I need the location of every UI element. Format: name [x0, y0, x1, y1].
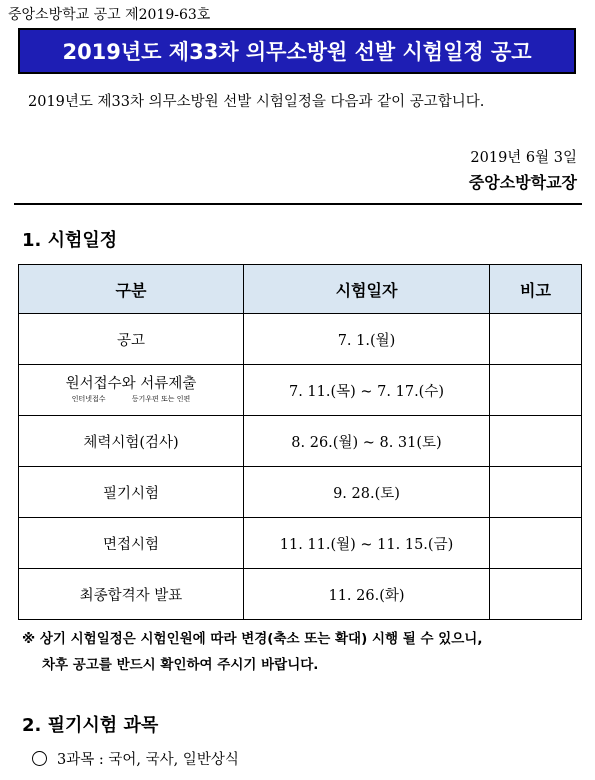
divider-line — [14, 203, 582, 205]
column-header-remark: 비고 — [490, 265, 582, 314]
row-remark — [490, 569, 582, 620]
subnote-internet: 인터넷접수 — [71, 395, 106, 403]
row-category: 공고 — [19, 314, 244, 365]
row-remark — [490, 467, 582, 518]
row-category: 체력시험(검사) — [19, 416, 244, 467]
intro-text: 2019년도 제33차 의무소방원 선발 시험일정을 다음과 같이 공고합니다. — [28, 94, 485, 110]
column-header-category: 구분 — [19, 265, 244, 314]
row-date: 11. 11.(월) ~ 11. 15.(금) — [244, 518, 490, 569]
row-date: 9. 28.(토) — [244, 467, 490, 518]
page-title: 2019년도 제33차 의무소방원 선발 시험일정 공고 — [62, 40, 532, 64]
note-line-1: ※ 상기 시험일정은 시험인원에 따라 변경(축소 또는 확대) 시행 될 수 있으니, — [22, 631, 483, 647]
row-category: 면접시험 — [19, 518, 244, 569]
row-date: 7. 11.(목) ~ 7. 17.(수) — [244, 365, 490, 416]
row-category: 최종합격자 발표 — [19, 569, 244, 620]
row-remark — [490, 365, 582, 416]
row-category: 필기시험 — [19, 467, 244, 518]
row-category: 원서접수와 서류제출 — [65, 376, 197, 392]
row-remark — [490, 518, 582, 569]
table-row — [19, 569, 582, 620]
notice-date: 2019년 6월 3일 — [470, 150, 577, 166]
row-remark — [490, 416, 582, 467]
circle-bullet-icon — [32, 751, 47, 766]
subjects-line — [32, 748, 239, 769]
table-row — [19, 467, 582, 518]
note-line-2: 차후 공고를 반드시 확인하여 주시기 바랍니다. — [42, 657, 319, 673]
issuer-name: 중앙소방학교장 — [468, 173, 577, 192]
row-date: 7. 1.(월) — [244, 314, 490, 365]
table-row — [19, 365, 582, 416]
row-date: 11. 26.(화) — [244, 569, 490, 620]
schedule-note — [22, 626, 582, 678]
subjects-text: 3과목 : 국어, 국사, 일반상식 — [57, 752, 239, 768]
row-category-cell — [19, 365, 244, 416]
table-row — [19, 416, 582, 467]
section-heading-schedule: 1. 시험일정 — [22, 230, 118, 251]
section-heading-subjects: 2. 필기시험 과목 — [22, 715, 159, 736]
schedule-table — [18, 264, 582, 620]
row-category-subnotes — [19, 394, 243, 404]
table-header-row — [19, 265, 582, 314]
row-date: 8. 26.(월) ~ 8. 31(토) — [244, 416, 490, 467]
subnote-mail: 등기우편 또는 인편 — [131, 395, 191, 403]
table-row — [19, 314, 582, 365]
column-header-date: 시험일자 — [244, 265, 490, 314]
row-remark — [490, 314, 582, 365]
notice-number: 중앙소방학교 공고 제2019-63호 — [8, 7, 211, 23]
title-banner — [18, 28, 576, 74]
table-row — [19, 518, 582, 569]
